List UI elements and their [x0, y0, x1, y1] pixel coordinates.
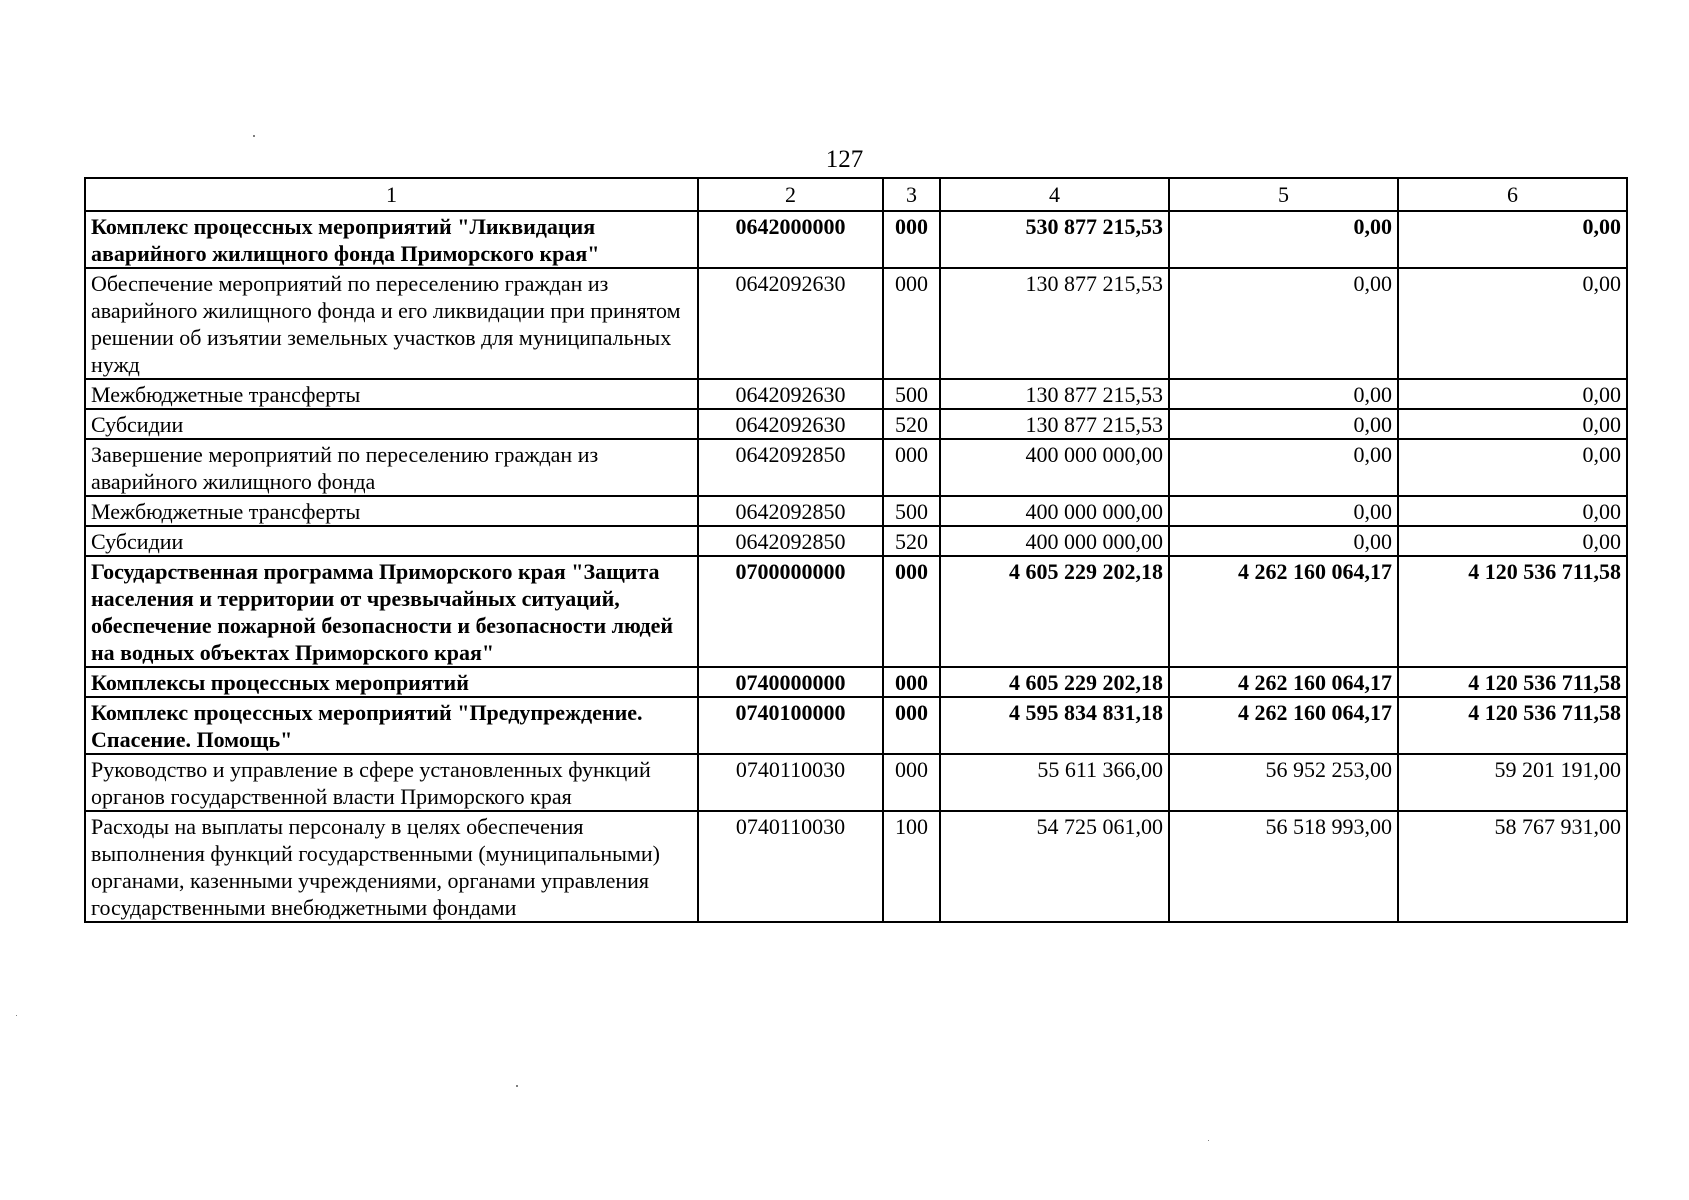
scan-speck [253, 135, 255, 137]
row-value-col6-cell: 4 120 536 711,58 [1398, 667, 1627, 697]
row-value-col6-cell: 0,00 [1398, 439, 1627, 496]
row-value-col4-cell: 130 877 215,53 [940, 409, 1169, 439]
row-kvr-cell: 000 [883, 697, 940, 754]
table-body [85, 211, 1627, 922]
table-row [85, 409, 1627, 439]
row-name-cell: Комплексы процессных мероприятий [85, 667, 698, 697]
header-col-4: 4 [940, 178, 1169, 211]
row-name-cell: Расходы на выплаты персоналу в целях обеспечения выполнения функций государственными (муниципальными) органами, казенными учреждениями, органами управления государственными внебюджетными фондами [85, 811, 698, 922]
row-value-col5-cell: 56 952 253,00 [1169, 754, 1398, 811]
row-value-col6-cell: 0,00 [1398, 409, 1627, 439]
row-value-col6-cell: 0,00 [1398, 268, 1627, 379]
row-name-cell: Государственная программа Приморского края "Защита населения и территории от чрезвычайных ситуаций, обеспечение пожарной безопасности и безопасности людей на водных объектах Приморского края" [85, 556, 698, 667]
row-value-col6-cell: 58 767 931,00 [1398, 811, 1627, 922]
row-name-cell: Руководство и управление в сфере установленных функций органов государственной власти Приморского края [85, 754, 698, 811]
row-code-cell: 0642092630 [698, 379, 883, 409]
header-col-1: 1 [85, 178, 698, 211]
row-value-col4-cell: 130 877 215,53 [940, 379, 1169, 409]
row-value-col5-cell: 0,00 [1169, 439, 1398, 496]
row-kvr-cell: 000 [883, 211, 940, 268]
row-value-col6-cell: 4 120 536 711,58 [1398, 697, 1627, 754]
table-row [85, 697, 1627, 754]
row-kvr-cell: 000 [883, 556, 940, 667]
table-row [85, 379, 1627, 409]
row-name-cell: Субсидии [85, 526, 698, 556]
row-kvr-cell: 000 [883, 268, 940, 379]
row-value-col5-cell: 56 518 993,00 [1169, 811, 1398, 922]
table-row [85, 556, 1627, 667]
row-code-cell: 0740110030 [698, 811, 883, 922]
row-kvr-cell: 500 [883, 379, 940, 409]
row-name-cell: Межбюджетные трансферты [85, 379, 698, 409]
row-kvr-cell: 100 [883, 811, 940, 922]
table-row [85, 526, 1627, 556]
row-value-col4-cell: 4 595 834 831,18 [940, 697, 1169, 754]
row-name-cell: Обеспечение мероприятий по переселению граждан из аварийного жилищного фонда и его ликвидации при принятом решении об изъятии земельных участков для муниципальных нужд [85, 268, 698, 379]
row-kvr-cell: 000 [883, 754, 940, 811]
scan-speck [16, 1015, 17, 1016]
header-col-6: 6 [1398, 178, 1627, 211]
row-value-col4-cell: 4 605 229 202,18 [940, 667, 1169, 697]
row-kvr-cell: 520 [883, 526, 940, 556]
row-kvr-cell: 500 [883, 496, 940, 526]
row-value-col4-cell: 530 877 215,53 [940, 211, 1169, 268]
row-value-col4-cell: 54 725 061,00 [940, 811, 1169, 922]
row-name-cell: Завершение мероприятий по переселению граждан из аварийного жилищного фонда [85, 439, 698, 496]
row-value-col5-cell: 4 262 160 064,17 [1169, 556, 1398, 667]
row-code-cell: 0740110030 [698, 754, 883, 811]
table-row [85, 754, 1627, 811]
row-value-col4-cell: 400 000 000,00 [940, 496, 1169, 526]
row-value-col4-cell: 130 877 215,53 [940, 268, 1169, 379]
row-value-col5-cell: 0,00 [1169, 211, 1398, 268]
row-value-col5-cell: 4 262 160 064,17 [1169, 667, 1398, 697]
table-row [85, 811, 1627, 922]
page-number: 127 [825, 146, 864, 173]
table-row [85, 211, 1627, 268]
table-header-row [85, 178, 1627, 211]
table-row [85, 496, 1627, 526]
table-row [85, 439, 1627, 496]
row-value-col5-cell: 0,00 [1169, 379, 1398, 409]
row-value-col6-cell: 0,00 [1398, 526, 1627, 556]
row-code-cell: 0740000000 [698, 667, 883, 697]
row-code-cell: 0700000000 [698, 556, 883, 667]
scan-speck [516, 1085, 518, 1087]
header-col-3: 3 [883, 178, 940, 211]
row-value-col6-cell: 0,00 [1398, 496, 1627, 526]
row-value-col6-cell: 4 120 536 711,58 [1398, 556, 1627, 667]
header-col-5: 5 [1169, 178, 1398, 211]
row-kvr-cell: 000 [883, 667, 940, 697]
row-name-cell: Межбюджетные трансферты [85, 496, 698, 526]
row-value-col4-cell: 4 605 229 202,18 [940, 556, 1169, 667]
row-code-cell: 0642092630 [698, 268, 883, 379]
row-value-col4-cell: 400 000 000,00 [940, 439, 1169, 496]
budget-table [84, 177, 1628, 923]
row-kvr-cell: 000 [883, 439, 940, 496]
row-code-cell: 0642092850 [698, 496, 883, 526]
row-code-cell: 0740100000 [698, 697, 883, 754]
row-name-cell: Комплекс процессных мероприятий "Ликвидация аварийного жилищного фонда Приморского края" [85, 211, 698, 268]
row-value-col5-cell: 0,00 [1169, 496, 1398, 526]
row-name-cell: Субсидии [85, 409, 698, 439]
scan-speck [1208, 1140, 1209, 1141]
row-value-col5-cell: 4 262 160 064,17 [1169, 697, 1398, 754]
row-value-col6-cell: 59 201 191,00 [1398, 754, 1627, 811]
row-value-col5-cell: 0,00 [1169, 526, 1398, 556]
row-name-cell: Комплекс процессных мероприятий "Предупреждение. Спасение. Помощь" [85, 697, 698, 754]
row-code-cell: 0642092630 [698, 409, 883, 439]
table-row [85, 667, 1627, 697]
row-value-col6-cell: 0,00 [1398, 379, 1627, 409]
row-kvr-cell: 520 [883, 409, 940, 439]
row-code-cell: 0642092850 [698, 439, 883, 496]
row-value-col5-cell: 0,00 [1169, 268, 1398, 379]
row-value-col5-cell: 0,00 [1169, 409, 1398, 439]
row-code-cell: 0642092850 [698, 526, 883, 556]
row-value-col4-cell: 400 000 000,00 [940, 526, 1169, 556]
header-col-2: 2 [698, 178, 883, 211]
table-row [85, 268, 1627, 379]
row-value-col4-cell: 55 611 366,00 [940, 754, 1169, 811]
row-value-col6-cell: 0,00 [1398, 211, 1627, 268]
row-code-cell: 0642000000 [698, 211, 883, 268]
